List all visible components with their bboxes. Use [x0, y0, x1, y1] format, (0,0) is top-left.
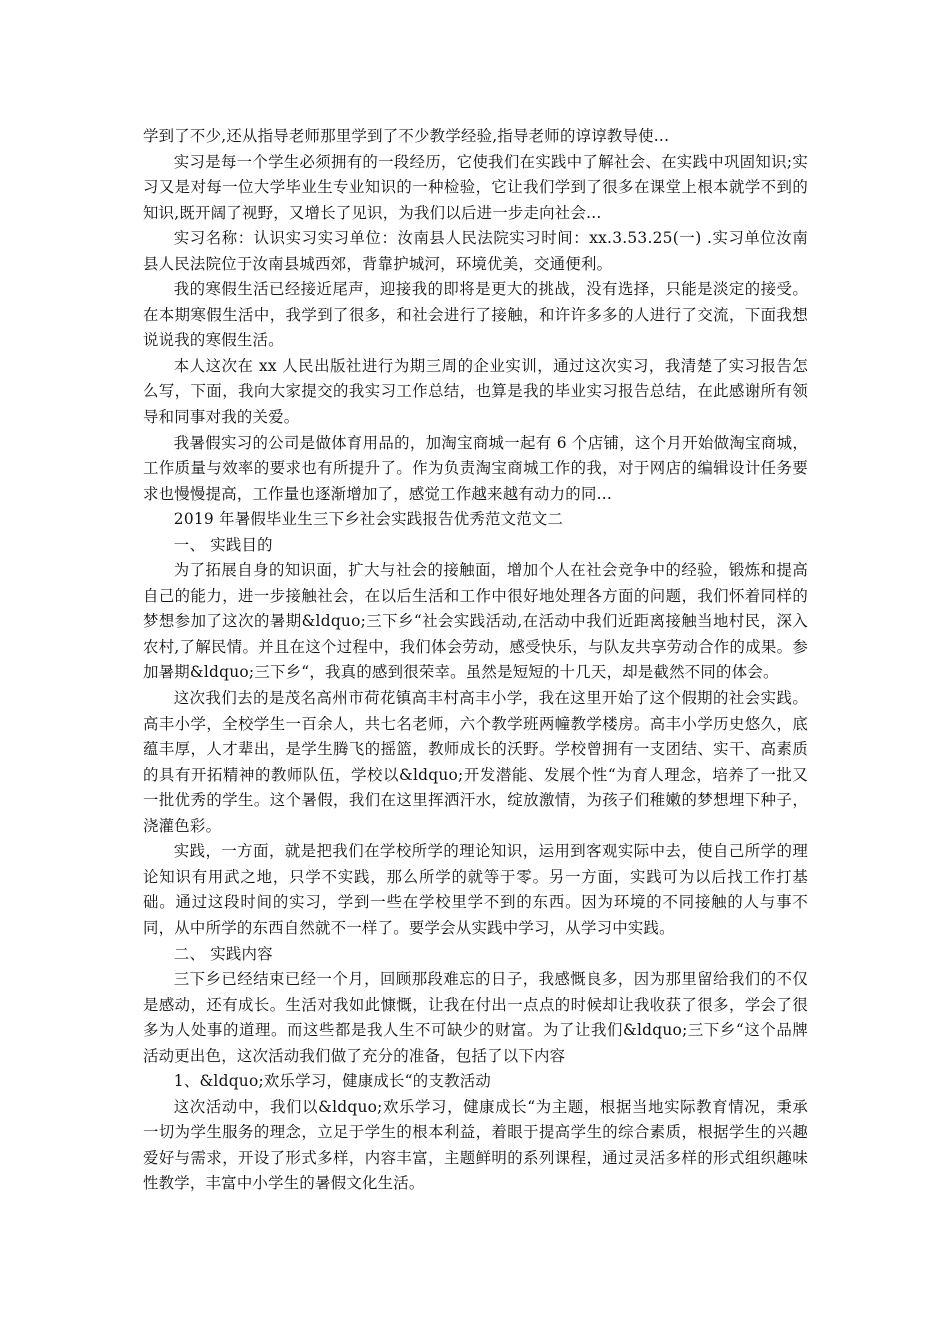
- heading-practice-content: 二、 实践内容: [173, 944, 273, 963]
- paragraph-2: 实习是每一个学生必须拥有的一段经历，它使我们在实践中了解社会、在实践中巩固知识;实习又是对每一位大学毕业生专业知识的一种检验，它让我们学到了很多在课堂上根本就学不到的知识,既开阔了视野，又增长了见识，为我们以后进一步走向社会...: [143, 152, 808, 222]
- paragraph-10: 这次我们去的是茂名高州市荷花镇高丰村高丰小学，我在这里开始了这个假期的社会实践。高丰小学，全校学生一百余人，共七名老师，六个教学班两幢教学楼房。高丰小学历史悠久，底蕴丰厚，人才辈出，是学生腾飞的摇篮，教师成长的沃野。学校曾拥有一支团结、实干、高素质的具有开拓精神的教师队伍，学校以&ldquo;开发潜能、发展个性“为育人理念，培养了一批又一批优秀的学生。这个暑假，我们在这里挥洒汗水，绽放激情，为孩子们稚嫩的梦想埋下种子，浇灌色彩。: [143, 689, 808, 835]
- paragraph-1: 学到了不少,还从指导老师那里学到了不少教学经验,指导老师的谆谆教导使...: [143, 127, 670, 145]
- paragraph-11: 实践，一方面，就是把我们在学校所学的理论知识，运用到客观实际中去，使自己所学的理论知识有用武之地，只学不实践，那么所学的就等于零。另一方面，实践可为以后找工作打基础。通过这段时间的实习，学到一些在学校里学不到的东西。因为环境的不同接触的人与事不同，从中所学的东西自然就不一样了。要学会从实践中学习，从学习中实践。: [143, 842, 808, 937]
- paragraph-15: 这次活动中，我们以&ldquo;欢乐学习，健康成长“为主题，根据当地实际教育情况，秉承一切为学生服务的理念，立足于学生的根本利益，着眼于提高学生的综合素质，根据学生的兴趣爱好与需求，开设了形式多样，内容丰富，主题鲜明的系列课程，通过灵活多样的形式组织趣味性教学，丰富中小学生的暑假文化生活。: [143, 1097, 808, 1193]
- document-body: [143, 124, 808, 1197]
- heading-practice-purpose: 一、 实践目的: [173, 535, 273, 554]
- paragraph-5: 本人这次在 xx 人民出版社进行为期三周的企业实训，通过这次实习，我清楚了实习报告怎么写，下面，我向大家提交的我实习工作总结，也算是我的毕业实习报告总结，在此感谢所有领导和同事对我的关爱。: [143, 356, 808, 427]
- paragraph-9: 为了拓展自身的知识面，扩大与社会的接触面，增加个人在社会竞争中的经验，锻炼和提高自己的能力，进一步接触社会，在以后生活和工作中很好地处理各方面的问题，我们怀着同样的梦想参加了这次的暑期&ldquo;三下乡“社会实践活动,在活动中我们近距离接触当地村民，深入农村,了解民情。并且在这个过程中，我们体会劳动，感受快乐，与队友共享劳动合作的成果。参加暑期&ldquo;三下乡“，我真的感到很荣幸。虽然是短短的十几天，却是截然不同的体会。: [143, 561, 808, 682]
- paragraph-13: 三下乡已经结束已经一个月，回顾那段难忘的日子，我感慨良多，因为那里留给我们的不仅是感动，还有成长。生活对我如此慷慨，让我在付出一点点的时候却让我收获了很多，学会了很多为人处事的道理。而这些都是我人生不可缺少的财富。为了让我们&ldquo;三下乡“这个品牌活动更出色，这次活动我们做了充分的准备，包括了以下内容: [143, 970, 808, 1065]
- paragraph-4: 我的寒假生活已经接近尾声，迎接我的即将是更大的挑战，没有选择，只能是淡定的接受。在本期寒假生活中，我学到了很多，和社会进行了接触，和许许多多的人进行了交流，下面我想说说我的寒假生活。: [143, 280, 808, 350]
- section-title: 2019 年暑假毕业生三下乡社会实践报告优秀范文范文二: [173, 510, 564, 529]
- subheading-teaching-activity: 1、&ldquo;欢乐学习，健康成长“的支教活动: [173, 1072, 492, 1091]
- paragraph-3: 实习名称：认识实习实习单位：汝南县人民法院实习时间：xx.3.53.25(一) .实习单位汝南县人民法院位于汝南县城西郊，背靠护城河，环境优美，交通便利。: [143, 229, 808, 273]
- paragraph-6: 我暑假实习的公司是做体育用品的，加淘宝商城一起有 6 个店铺，这个月开始做淘宝商城，工作质量与效率的要求也有所提升了。作为负责淘宝商城工作的我，对于网店的编辑设计任务要求也慢慢提高，工作量也逐渐增加了，感觉工作越来越有动力的同...: [143, 433, 808, 503]
